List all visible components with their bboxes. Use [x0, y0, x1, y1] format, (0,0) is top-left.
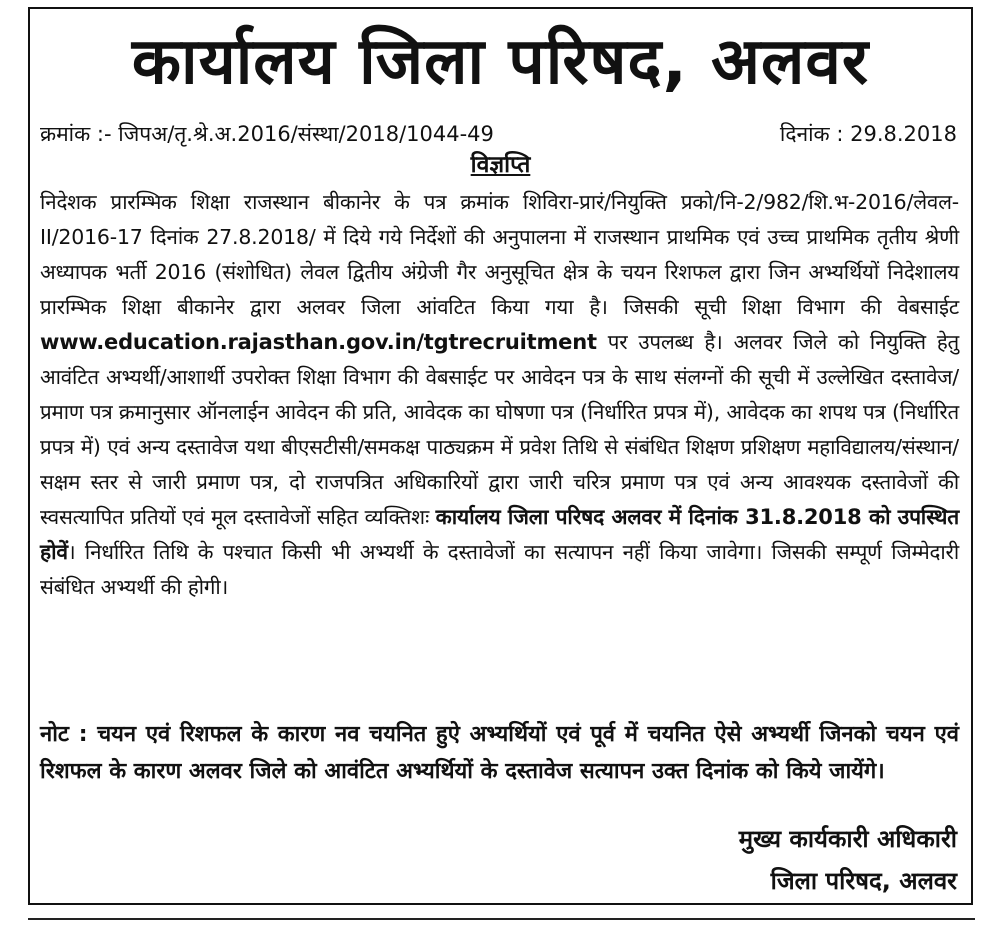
notice-body	[40, 185, 959, 605]
body-text-part-2: पर उपलब्ध है। अलवर जिले को नियुक्ति हेतु आवंटित अभ्यर्थी/आशार्थी उपरोक्त शिक्षा विभाग की वेबसाईट पर आवेदन पत्र के साथ संलग्नों की सूची में उल्लेखित दस्तावेज/प्रमाण पत्र क्रमानुसार ऑनलाईन आवेदन की प्रति, आवेदक का घोषणा पत्र (निर्धारित प्रपत्र में), आवेदक का शपथ पत्र (निर्धारित प्रपत्र में) एवं अन्य दस्तावेज यथा बीएसटीसी/समकक्ष पाठ्यक्रम में प्रवेश तिथि से संबंधित शिक्षण प्रशिक्षण महाविद्यालय/संस्थान/सक्षम स्तर से जारी प्रमाण पत्र, दो राजपत्रित अधिकारियों द्वारा जारी चरित्र प्रमाण पत्र एवं अन्य आवश्यक दस्तावेजों की स्वसत्यापित प्रतियों एवं मूल दस्तावेजों सहित व्यक्तिशः	[40, 330, 959, 529]
notice-box	[28, 7, 973, 905]
bottom-divider	[28, 918, 975, 920]
body-text-part-1: निदेशक प्रारम्भिक शिक्षा राजस्थान बीकानेर के पत्र क्रमांक शिविरा-प्रारं/नियुक्ति प्रको/नि-2/982/शि.भ-2016/लेवल-II/2016-17 दिनांक 27.8.2018/ में दिये गये निर्देशों की अनुपालना में राजस्थान प्राथमिक एवं उच्च प्राथमिक तृतीय श्रेणी अध्यापक भर्ती 2016 (संशोधित) लेवल द्वितीय अंग्रेजी गैर अनुसूचित क्षेत्र के चयन रिशफल द्वारा जिन अभ्यर्थियों निदेशालय प्रारम्भिक शिक्षा बीकानेर द्वारा अलवर जिला आंवटित किया गया है। जिसकी सूची शिक्षा विभाग की वेबसाईट	[40, 190, 959, 319]
notice-heading-text: विज्ञप्ति	[470, 152, 531, 178]
signatory-office: जिला परिषद, अलवर	[770, 867, 957, 895]
notice-heading	[30, 151, 971, 179]
reference-number: क्रमांक :- जिपअ/तृ.श्रे.अ.2016/संस्था/2018/1044-49	[40, 122, 494, 146]
attendance-instruction: कार्यालय जिला परिषद अलवर में दिनांक 31.8.2018 को उपस्थित होवें	[40, 505, 959, 564]
website-link: www.education.rajasthan.gov.in/tgtrecruitment	[40, 330, 597, 354]
signatory-designation: मुख्य कार्यकारी अधिकारी	[738, 825, 957, 853]
notice-date: दिनांक : 29.8.2018	[779, 122, 957, 146]
office-title: कार्यालय जिला परिषद, अलवर	[131, 25, 870, 99]
notice-note: नोट : चयन एवं रिशफल के कारण नव चयनित हुऐ अभ्यर्थियों एवं पूर्व में चयनित ऐसे अभ्यर्थी जिनको चयन एवं रिशफल के कारण अलवर जिले को आवंटित अभ्यर्थियों के दस्तावेज सत्यापन उक्त दिनांक को किये जायेंगे।	[40, 722, 959, 784]
body-text-part-3: । निर्धारित तिथि के पश्चात किसी भी अभ्यर्थी के दस्तावेजों का सत्यापन नहीं किया जावेगा। जिसकी सम्पूर्ण जिम्मेदारी संबंधित अभ्यर्थी की होगी।	[40, 540, 959, 599]
